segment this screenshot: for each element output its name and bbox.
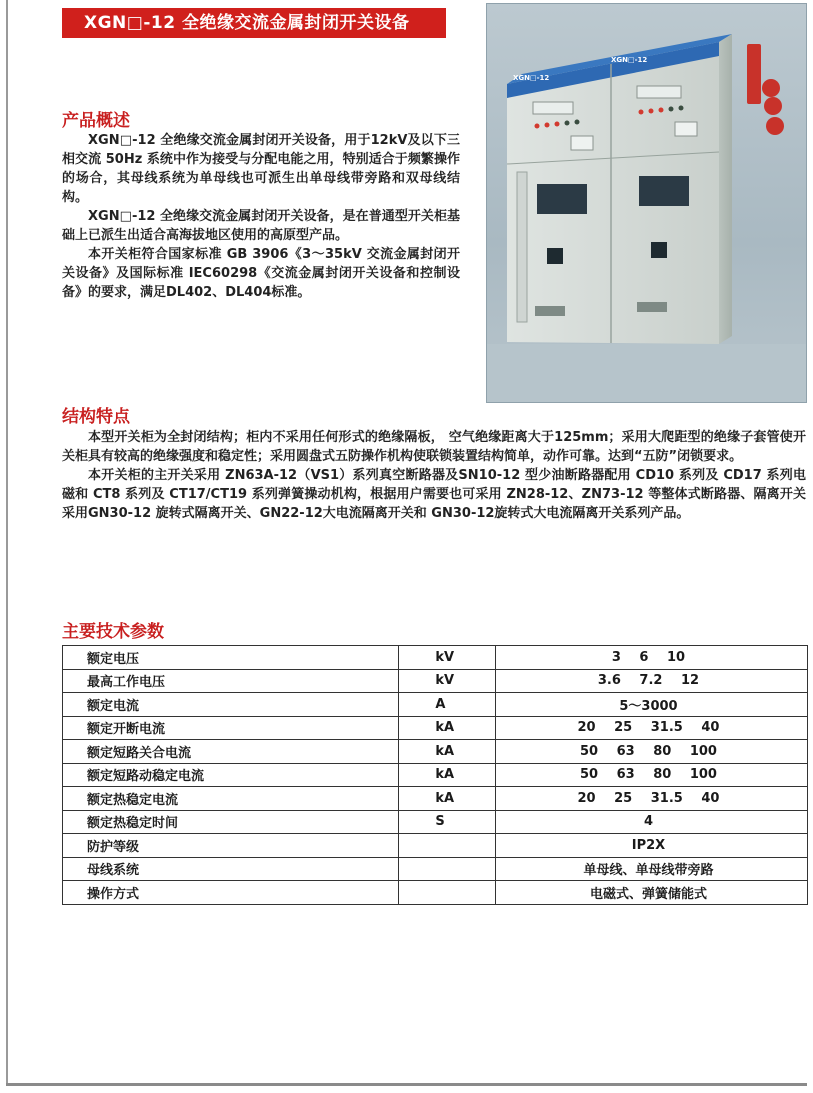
- switchgear-photo: [486, 3, 807, 403]
- structure-paragraph: 本开关柜的主开关采用 ZN63A-12（VS1）系列真空断路器及SN10-12 型少油断路器配用 CD10 系列及 CD17 系列电磁和 CT8 系列及 CT17/CT19 系列弹簧操动机构，根据用户需要也可采用 ZN28-12、ZN73-12 等整体式断路器、隔离开关采用GN30-12 旋转式隔离开关、GN22-12大电流隔离开关和 GN30-12旋转式大电流隔离开关系列产品。: [62, 468, 806, 521]
- specs-table: [62, 645, 808, 905]
- structure-text: [62, 428, 806, 523]
- table-row: [63, 881, 808, 905]
- spec-value-cell: 3 6 10: [495, 646, 807, 670]
- spec-name-cell: 额定电压: [63, 646, 399, 670]
- page-left-rule: [6, 0, 8, 1085]
- specs-heading: 主要技术参数: [62, 622, 164, 642]
- spec-name-cell: 母线系统: [63, 857, 399, 881]
- spec-name-cell: 最高工作电压: [63, 669, 399, 693]
- spec-unit-cell: [399, 881, 496, 905]
- spec-name-cell: 额定短路关合电流: [63, 740, 399, 764]
- table-row: [63, 857, 808, 881]
- spec-name-cell: 防护等级: [63, 834, 399, 858]
- spec-value-cell: 50 63 80 100: [495, 740, 807, 764]
- panel-label-left: XGN□-12: [513, 74, 550, 82]
- table-row: [63, 834, 808, 858]
- table-row: [63, 669, 808, 693]
- structure-paragraph: 本型开关柜为全封闭结构；柜内不采用任何形式的绝缘隔板， 空气绝缘距离大于125mm；采用大爬距型的绝缘子套管使开关柜具有较高的绝缘强度和稳定性；采用圆盘式五防操作机构使联锁装置结构简单，动作可靠。达到“五防”闭锁要求。: [62, 430, 806, 464]
- table-row: [63, 646, 808, 670]
- spec-unit-cell: kV: [399, 669, 496, 693]
- spec-value-cell: 电磁式、弹簧储能式: [495, 881, 807, 905]
- spec-value-cell: 5～3000: [495, 693, 807, 717]
- spec-value-cell: 单母线、单母线带旁路: [495, 857, 807, 881]
- spec-unit-cell: [399, 834, 496, 858]
- spec-value-cell: 20 25 31.5 40: [495, 787, 807, 811]
- overview-paragraph: XGN□-12 全绝缘交流金属封闭开关设备，用于12kV及以下三相交流 50Hz 系统中作为接受与分配电能之用，特别适合于频繁操作的场合，其母线系统为单母线也可派生出单母线带旁路和双母线结构。: [62, 133, 460, 205]
- spec-name-cell: 额定开断电流: [63, 716, 399, 740]
- page-title: XGN□-12 全绝缘交流金属封闭开关设备: [62, 8, 446, 38]
- spec-name-cell: 额定热稳定时间: [63, 810, 399, 834]
- spec-value-cell: 50 63 80 100: [495, 763, 807, 787]
- spec-value-cell: 20 25 31.5 40: [495, 716, 807, 740]
- spec-unit-cell: A: [399, 693, 496, 717]
- spec-name-cell: 额定热稳定电流: [63, 787, 399, 811]
- structure-heading: 结构特点: [62, 407, 130, 427]
- spec-name-cell: 操作方式: [63, 881, 399, 905]
- table-row: [63, 740, 808, 764]
- spec-unit-cell: kA: [399, 740, 496, 764]
- page-bottom-rule: [6, 1083, 807, 1086]
- overview-heading: 产品概述: [62, 111, 130, 131]
- table-row: [63, 763, 808, 787]
- spec-unit-cell: S: [399, 810, 496, 834]
- panel-label-right: XGN□-12: [611, 56, 648, 64]
- overview-paragraph: XGN□-12 全绝缘交流金属封闭开关设备，是在普通型开关柜基础上已派生出适合高海拔地区使用的高原型产品。: [62, 209, 460, 243]
- table-row: [63, 693, 808, 717]
- spec-name-cell: 额定电流: [63, 693, 399, 717]
- spec-value-cell: IP2X: [495, 834, 807, 858]
- spec-unit-cell: kA: [399, 716, 496, 740]
- spec-name-cell: 额定短路动稳定电流: [63, 763, 399, 787]
- spec-value-cell: 4: [495, 810, 807, 834]
- table-row: [63, 716, 808, 740]
- spec-unit-cell: kA: [399, 787, 496, 811]
- table-row: [63, 787, 808, 811]
- spec-unit-cell: kV: [399, 646, 496, 670]
- spec-value-cell: 3.6 7.2 12: [495, 669, 807, 693]
- overview-text: [62, 131, 460, 302]
- spec-unit-cell: [399, 857, 496, 881]
- spec-unit-cell: kA: [399, 763, 496, 787]
- table-row: [63, 810, 808, 834]
- overview-paragraph: 本开关柜符合国家标准 GB 3906《3～35kV 交流金属封闭开关设备》及国际标准 IEC60298《交流金属封闭开关设备和控制设备》的要求，满足DL402、DL404标准。: [62, 247, 460, 300]
